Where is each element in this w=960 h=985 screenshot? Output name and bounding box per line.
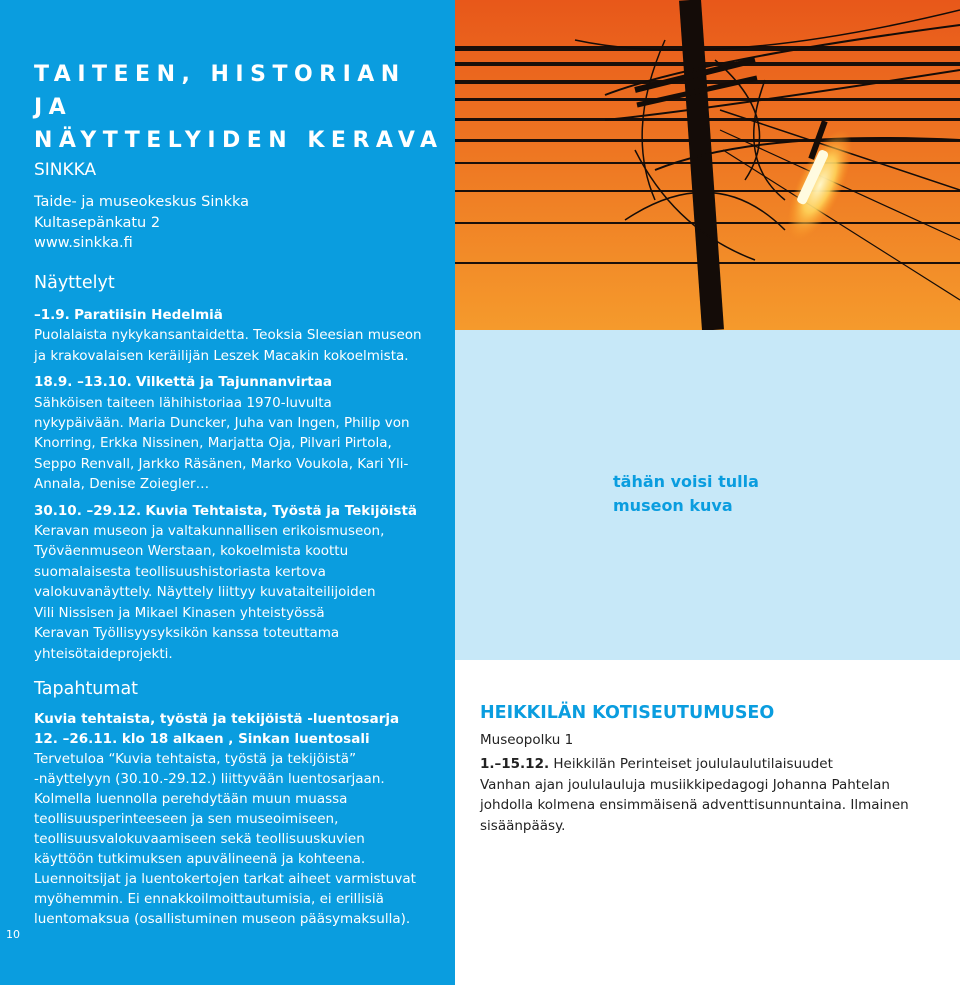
exhibitions-title: Näyttelyt [34,273,115,293]
exhibition-item [34,305,449,366]
events-line: Kolmella luennolla perehdytään muun muassa [34,791,348,807]
left-panel [0,0,455,985]
events-line: Tervetuloa “Kuvia tehtaista, työstä ja tekijöistä” [34,751,357,767]
placeholder-line: tähän voisi tulla [613,472,759,491]
heikkila-event-title: Heikkilän Perinteiset joululaulutilaisuudet [553,756,833,772]
heikkila-event [480,754,909,836]
page-number: 10 [6,928,20,941]
exhibition-text-line: valokuvanäyttely. Näyttely liittyy kuvataiteilijoiden [34,584,376,601]
exhibition-text-line: nykypäivään. Maria Duncker, Juha van Ingen, Philip von [34,415,410,432]
heikkila-address: Museopolku 1 [480,732,574,748]
page-heading-line: TAITEEN, HISTORIAN JA [34,62,406,120]
events-line: teollisuusperinteeseen ja sen museoimiseen, [34,811,339,827]
page-heading [34,58,444,157]
events-line: Kuvia tehtaista, työstä ja tekijöistä -luentosarja [34,711,400,727]
exhibition-text-line: suomalaisesta teollisuushistoriasta kertova [34,563,326,580]
exhibition-name: Vilkettä ja Tajunnanvirtaa [136,374,332,391]
power-lines-photo [455,0,960,330]
sinkka-address [34,192,249,254]
exhibition-text-line: ja krakovalaisen keräilijän Leszek Macakin kokoelmista. [34,347,409,364]
heikkila-date: 1.–15.12. [480,756,550,772]
placeholder-line: museon kuva [613,496,733,515]
events-line: -näyttelyyn (30.10.-29.12.) liittyvään luentosarjaan. [34,771,385,787]
events-line: myöhemmin. Ei ennakkoilmoittautumisia, ei erillisiä [34,891,384,907]
exhibition-name: Paratiisin Hedelmiä [74,307,223,323]
events-line: Luennoitsijat ja luentokertojen tarkat aiheet varmistuvat [34,871,416,887]
museum-image-placeholder [455,330,960,660]
exhibition-name: Kuvia Tehtaista, Työstä ja Tekijöistä [145,502,418,519]
sinkka-address-line: Kultasepänkatu 2 [34,214,161,231]
heikkila-title: HEIKKILÄN KOTISEUTUMUSEO [480,703,775,723]
events-text [34,709,449,929]
events-title: Tapahtumat [34,679,139,699]
exhibition-text-line: Työväenmuseon Werstaan, kokoelmista koottu [34,543,349,560]
exhibition-text-line: Seppo Renvall, Jarkko Räsänen, Marko Voukola, Kari Yli- [34,455,409,472]
placeholder-text [613,470,759,518]
heikkila-text-line: Vanhan ajan joululauluja musiikkipedagogi Johanna Pahtelan [480,776,890,793]
exhibition-date: –1.9. [34,307,70,323]
exhibition-date: 18.9. –13.10. [34,374,132,391]
exhibitions-list [34,305,449,670]
exhibition-item [34,501,449,664]
exhibition-text-line: Sähköisen taiteen lähihistoriaa 1970-luvulta [34,394,332,411]
events-line: luentomaksua (osallistuminen museon pääsymaksulla). [34,911,411,927]
exhibition-text-line: Puolalaista nykykansantaidetta. Teoksia Sleesian museon [34,327,422,344]
heikkila-text-line: johdolla kolmena ensimmäisenä adventtisunnuntaina. Ilmainen [480,797,909,813]
exhibition-text-line: Knorring, Erkka Nissinen, Marjatta Oja, Pilvari Pirtola, [34,435,392,452]
page-heading-line: NÄYTTELYIDEN KERAVA [34,128,444,153]
sinkka-website-link[interactable]: www.sinkka.fi [34,235,133,251]
exhibition-text-line: Vili Nissisen ja Mikael Kinasen yhteistyössä [34,604,325,621]
exhibition-text-line: Annala, Denise Zoiegler… [34,476,210,493]
exhibition-text-line: yhteisötaideprojekti. [34,645,173,662]
events-line: 12. –26.11. klo 18 alkaen , Sinkan luentosali [34,731,370,747]
events-line: käyttöön tutkimuksen apuvälineenä ja kohteena. [34,851,366,867]
exhibition-date: 30.10. –29.12. [34,502,142,519]
heikkila-text-line: sisäänpääsy. [480,817,566,834]
events-line: teollisuusvalokuvaamiseen sekä teollisuuskuvien [34,831,365,847]
exhibition-item [34,372,449,494]
right-panel [455,0,960,985]
sinkka-title: SINKKA [34,160,97,180]
sinkka-address-line: Taide- ja museokeskus Sinkka [34,194,250,210]
exhibition-text-line: Keravan Työllisyysyksikön kanssa toteuttama [34,625,340,642]
exhibition-text-line: Keravan museon ja valtakunnallisen erikoismuseon, [34,523,385,540]
